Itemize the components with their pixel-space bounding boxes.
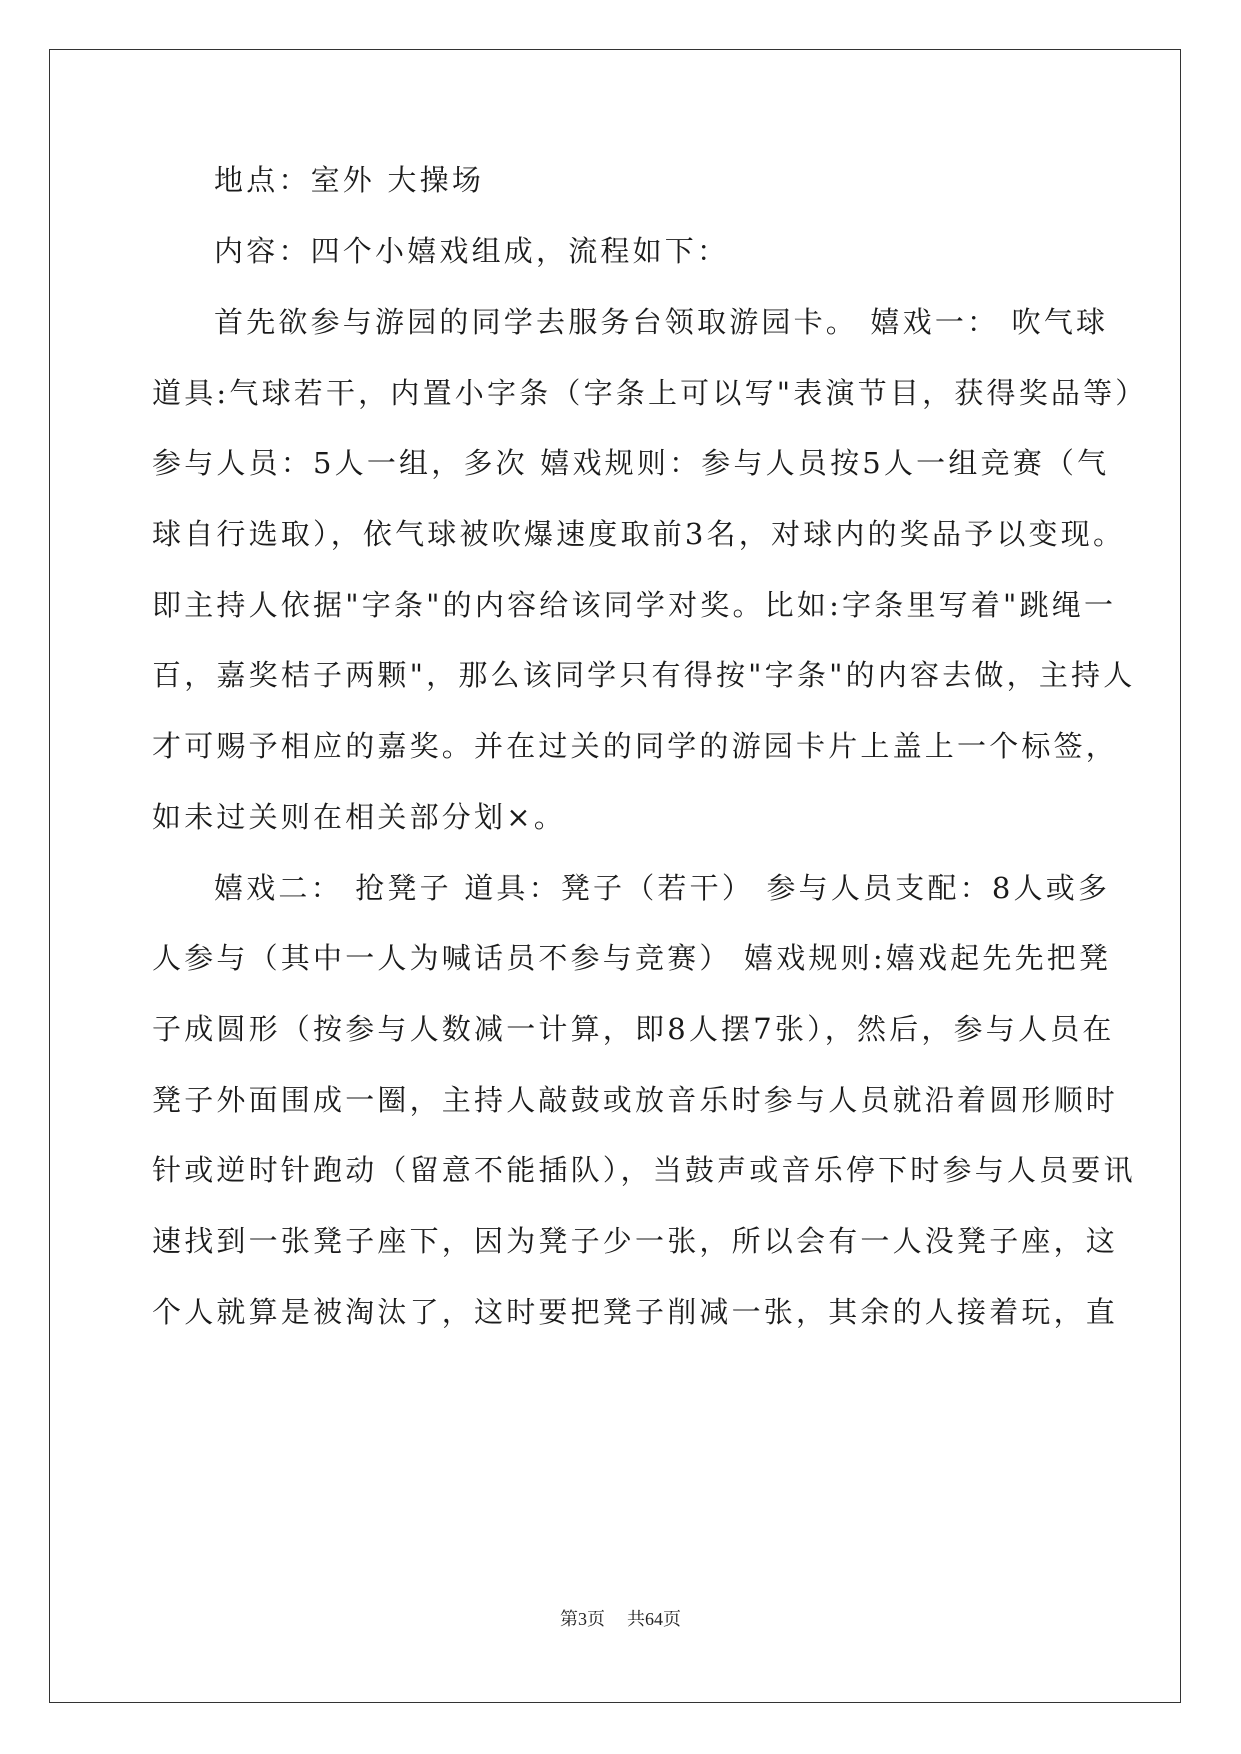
paragraph-location: 地点：室外 大操场 xyxy=(214,163,485,197)
text-line: 凳子外面围成一圈，主持人敲鼓或放音乐时参与人员就沿着圆形顺时 xyxy=(152,1083,1119,1117)
text-line: 参与人员：5人一组，多次 嬉戏规则：参与人员按5人一组竞赛（气 xyxy=(152,446,1110,480)
text-line: 嬉戏二： 抢凳子 道具：凳子（若干） 参与人员支配：8人或多 xyxy=(214,871,1111,905)
total-pages: 64 xyxy=(645,1609,663,1629)
footer-total-suffix: 页 xyxy=(663,1609,681,1630)
text-line: 针或逆时针跑动（留意不能插队），当鼓声或音乐停下时参与人员要讯 xyxy=(152,1153,1136,1187)
text-line: 首先欲参与游园的同学去服务台领取游园卡。 嬉戏一： 吹气球 xyxy=(214,305,1109,339)
text-line: 子成圆形（按参与人数减一计算，即8人摆7张），然后，参与人员在 xyxy=(152,1012,1115,1046)
footer-total-prefix: 共 xyxy=(627,1609,645,1630)
paragraph-content: 内容：四个小嬉戏组成，流程如下： xyxy=(214,234,730,268)
footer-page-suffix: 页 xyxy=(587,1609,605,1630)
text-line: 人参与（其中一人为喊话员不参与竞赛） 嬉戏规则:嬉戏起先先把凳 xyxy=(152,941,1112,975)
text-line: 才可赐予相应的嘉奖。并在过关的同学的游园卡片上盖上一个标签， xyxy=(152,729,1119,763)
text-line: 如未过关则在相关部分划×。 xyxy=(152,800,566,834)
text-line: 即主持人依据"字条"的内容给该同学对奖。比如:字条里写着"跳绳一 xyxy=(152,588,1117,622)
text-line: 百，嘉奖桔子两颗"，那么该同学只有得按"字条"的内容去做，主持人 xyxy=(152,658,1136,692)
text-line: 道具:气球若干，内置小字条（字条上可以写"表演节目，获得奖品等） xyxy=(152,376,1148,410)
text-line: 球自行选取），依气球被吹爆速度取前3名，对球内的奖品予以变现。 xyxy=(152,517,1126,551)
page-footer xyxy=(0,1607,1241,1632)
text-line: 个人就算是被淘汰了，这时要把凳子削减一张，其余的人接着玩，直 xyxy=(152,1295,1119,1329)
footer-prefix: 第 xyxy=(560,1609,578,1630)
text-line: 速找到一张凳子座下，因为凳子少一张，所以会有一人没凳子座，这 xyxy=(152,1224,1119,1258)
page-number: 3 xyxy=(578,1609,587,1629)
